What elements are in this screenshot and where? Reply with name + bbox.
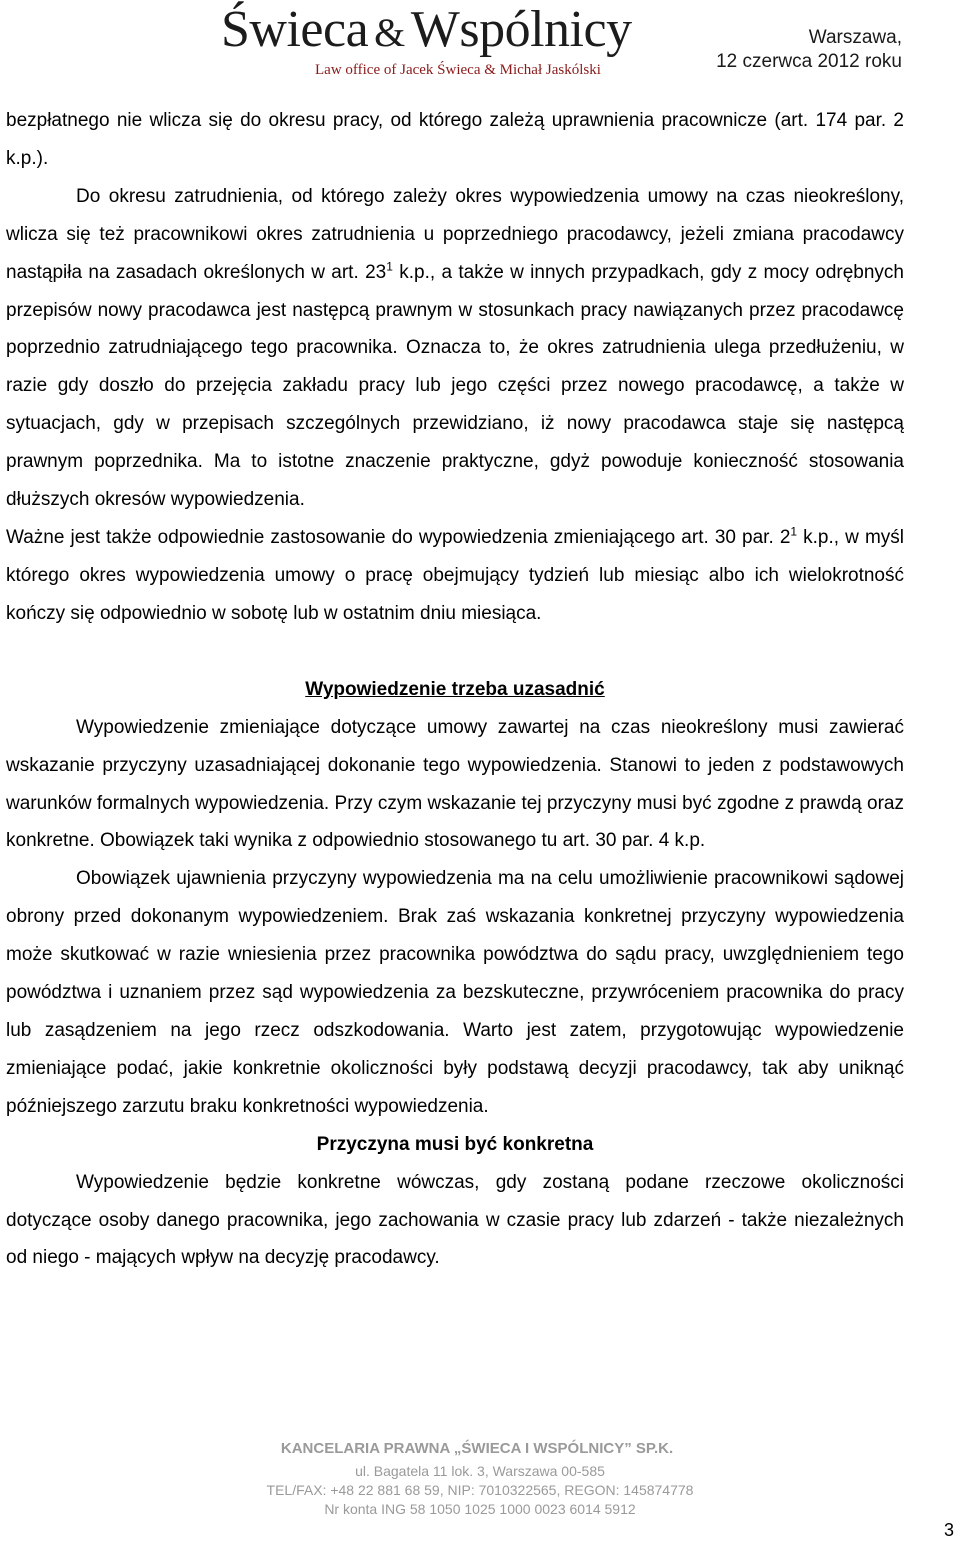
logo-wordmark <box>221 2 701 61</box>
paragraph-3 <box>6 519 904 633</box>
paragraph-2-superscript: 1 <box>386 259 393 274</box>
letter-date: 12 czerwca 2012 roku <box>716 51 902 72</box>
paragraph-4: Wypowiedzenie zmieniające dotyczące umowy zawartej na czas nieokreślony musi zawierać wskazanie przyczyny uzasadniającej dokonanie tego wypowiedzenia. Stanowi to jeden z podstawowych warunków formalnych wypowiedzenia. Przy czym wskazanie tej przyczyny musi być zgodne z prawdą oraz konkretne. Obowiązek taki wynika z odpowiednio stosowanego tu art. 30 par. 4 k.p. <box>6 716 904 852</box>
paragraph-2 <box>6 178 904 519</box>
paragraph-3-text-b: k.p., w myśl którego okres wypowiedzenia umowy o pracę obejmujący tydzień lub miesiąc albo ich wielokrotność kończy się odpowiednio w sobotę lub w ostatnim dniu miesiąca. <box>6 526 904 624</box>
paragraph-2-text-b: k.p., a także w innych przypadkach, gdy z mocy odrębnych przepisów nowy pracodawca jest następcą prawnym w stosunkach pracy nawiązanych przez pracodawcę poprzednio zatrudniającego tego pracownika. Oznacza to, że okres zatrudnienia ulega przedłużeniu, w razie gdy doszło do przejęcia zakładu pracy lub jego części przez nowego pracodawcę, a także w sytuacjach, gdy w przepisach szczególnych przewidziano, iż nowy pracodawca staje się następcą prawnym poprzednika. Ma to istotne znaczenie praktyczne, gdyż powoduje konieczność stosowania dłuższych okresów wypowiedzenia. <box>6 261 904 511</box>
footer-firm-name: KANCELARIA PRAWNA „ŚWIECA I WSPÓLNICY” SP.K. <box>280 1440 674 1457</box>
logo-word-swieca: Świeca <box>221 1 369 58</box>
letter-city: Warszawa, <box>808 27 902 48</box>
paragraph-1: bezpłatnego nie wlicza się do okresu pracy, od którego zależą uprawnienia pracownicze (art. 174 par. 2 k.p.). <box>6 110 904 169</box>
paragraph-3-text-a: Ważne jest także odpowiednie zastosowanie do wypowiedzenia zmieniającego art. 30 par. 2 <box>6 526 791 548</box>
firm-logo <box>221 2 701 79</box>
section-heading-1: Wypowiedzenie trzeba uzasadnić <box>305 678 605 700</box>
paragraph-2-text-a: Do okresu zatrudnienia, od którego zależy okres wypowiedzenia umowy na czas nieokreślony, wlicza się też pracownikowi okres zatrudnienia u poprzedniego pracodawcy, jeżeli zmiana pracodawcy nastąpiła na zasadach określonych w art. 23 <box>6 185 904 283</box>
letter-footer <box>0 1440 960 1519</box>
document-body <box>6 102 904 1277</box>
footer-bank-account: Nr konta ING 58 1050 1025 1000 0023 6014 5912 <box>324 1501 636 1517</box>
paragraph-3-superscript: 1 <box>790 524 798 539</box>
logo-subtitle: Law office of Jacek Świeca & Michał Jaskólski <box>315 62 601 78</box>
logo-word-wspolnicy: Wspólnicy <box>410 1 632 58</box>
paragraph-6: Wypowiedzenie będzie konkretne wówczas, gdy zostaną podane rzeczowe okoliczności dotyczące osoby danego pracownika, jego zachowania w czasie pracy lub zdarzeń - także niezależnych od niego - mających wpływ na decyzję pracodawcy. <box>6 1171 904 1269</box>
letter-place-date <box>716 26 902 74</box>
footer-contact: TEL/FAX: +48 22 881 68 59, NIP: 7010322565, REGON: 145874778 <box>266 1482 694 1498</box>
section-heading-2: Przyczyna musi być konkretna <box>316 1133 594 1155</box>
letterhead <box>0 0 960 85</box>
spacer <box>6 633 904 671</box>
page-number: 3 <box>943 1520 954 1540</box>
paragraph-5: Obowiązek ujawnienia przyczyny wypowiedzenia ma na celu umożliwienie pracownikowi sądowej obrony przed dokonanym wypowiedzeniem. Brak zaś wskazania konkretnej przyczyny wypowiedzenia może skutkować w razie wniesienia przez pracownika powództwa do sądu pracy, uwzględnieniem tego powództwa i uznaniem przez sąd wypowiedzenia za bezskuteczne, przywróceniem pracownika do pracy lub zasądzeniem na jego rzecz odszkodowania. Warto jest zatem, przygotowując wypowiedzenie zmieniające podać, jakie konkretnie okoliczności były podstawą decyzji pracodawcy, tak aby uniknąć późniejszego zarzutu braku konkretności wypowiedzenia. <box>6 868 904 1117</box>
footer-address: ul. Bagatela 11 lok. 3, Warszawa 00-585 <box>355 1463 605 1479</box>
logo-ampersand: & <box>374 10 405 55</box>
